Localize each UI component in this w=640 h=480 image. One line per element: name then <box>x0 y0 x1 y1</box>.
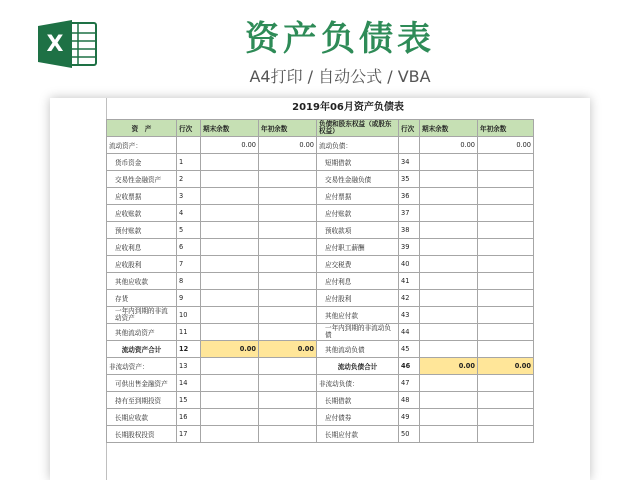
table-cell[interactable]: 预收款项 <box>317 222 399 239</box>
table-cell[interactable]: 41 <box>399 273 420 290</box>
table-cell[interactable] <box>478 341 534 358</box>
table-cell[interactable]: 应付职工薪酬 <box>317 239 399 256</box>
table-cell[interactable]: 长期股权投资 <box>107 426 177 443</box>
table-cell[interactable]: 1 <box>177 154 201 171</box>
table-cell[interactable]: 流动资产合计 <box>107 341 177 358</box>
table-cell[interactable] <box>201 426 259 443</box>
table-cell[interactable] <box>201 256 259 273</box>
table-cell[interactable]: 0.00 <box>478 358 534 375</box>
table-cell[interactable]: 0.00 <box>420 137 478 154</box>
table-cell[interactable]: 应交税费 <box>317 256 399 273</box>
table-cell[interactable] <box>259 426 317 443</box>
table-row <box>107 205 534 222</box>
table-cell[interactable] <box>478 324 534 341</box>
column-header: 期末余数 <box>201 120 259 137</box>
table-cell[interactable]: 0.00 <box>201 137 259 154</box>
table-cell[interactable]: 0.00 <box>259 341 317 358</box>
table-cell[interactable] <box>259 358 317 375</box>
table-cell[interactable] <box>420 341 478 358</box>
table-cell[interactable]: 应付账款 <box>317 205 399 222</box>
table-cell[interactable]: 应收股利 <box>107 256 177 273</box>
table-cell[interactable]: 其他流动资产 <box>107 324 177 341</box>
table-cell[interactable]: 15 <box>177 392 201 409</box>
table-cell[interactable]: 44 <box>399 324 420 341</box>
table-cell[interactable]: 长期应付款 <box>317 426 399 443</box>
table-cell[interactable]: 短期借款 <box>317 154 399 171</box>
table-cell[interactable]: 8 <box>177 273 201 290</box>
table-cell[interactable] <box>259 392 317 409</box>
table-cell[interactable] <box>420 188 478 205</box>
table-cell[interactable]: 42 <box>399 290 420 307</box>
table-cell[interactable] <box>420 154 478 171</box>
table-cell[interactable]: 可供出售金融资产 <box>107 375 177 392</box>
table-cell[interactable] <box>177 137 201 154</box>
table-cell[interactable] <box>259 324 317 341</box>
table-cell[interactable] <box>478 375 534 392</box>
table-cell[interactable] <box>420 409 478 426</box>
table-cell[interactable] <box>478 222 534 239</box>
table-cell[interactable]: 37 <box>399 205 420 222</box>
table-cell[interactable] <box>201 171 259 188</box>
table-cell[interactable]: 应付债券 <box>317 409 399 426</box>
table-cell[interactable] <box>201 324 259 341</box>
table-cell[interactable]: 交易性金融负债 <box>317 171 399 188</box>
table-cell[interactable] <box>259 205 317 222</box>
table-cell[interactable]: 17 <box>177 426 201 443</box>
table-cell[interactable] <box>478 273 534 290</box>
table-cell[interactable]: 9 <box>177 290 201 307</box>
table-cell[interactable] <box>478 188 534 205</box>
table-cell[interactable] <box>201 409 259 426</box>
table-cell[interactable] <box>259 239 317 256</box>
table-cell[interactable] <box>201 239 259 256</box>
table-row <box>107 324 534 341</box>
table-cell[interactable]: 货币资金 <box>107 154 177 171</box>
table-cell[interactable]: 一年内到期的非流动负债 <box>317 324 399 341</box>
table-cell[interactable]: 40 <box>399 256 420 273</box>
table-cell[interactable] <box>478 290 534 307</box>
table-cell[interactable] <box>259 273 317 290</box>
table-cell[interactable]: 应付票据 <box>317 188 399 205</box>
table-cell[interactable] <box>420 239 478 256</box>
column-header: 年初余数 <box>259 120 317 137</box>
table-row <box>107 392 534 409</box>
table-cell[interactable]: 应付股利 <box>317 290 399 307</box>
column-header: 年初余数 <box>478 120 534 137</box>
sheet-title: 2019年06月资产负债表 <box>292 102 404 113</box>
column-header: 行次 <box>177 120 201 137</box>
table-row <box>107 341 534 358</box>
table-cell[interactable] <box>259 154 317 171</box>
table-cell[interactable]: 43 <box>399 307 420 324</box>
table-cell[interactable]: 一年内到期的非流动资产 <box>107 307 177 324</box>
table-row <box>107 290 534 307</box>
table-cell[interactable]: 其他应收款 <box>107 273 177 290</box>
table-cell[interactable] <box>420 171 478 188</box>
table-cell[interactable] <box>478 171 534 188</box>
table-cell[interactable]: 48 <box>399 392 420 409</box>
table-cell[interactable] <box>201 205 259 222</box>
table-cell[interactable]: 预付账款 <box>107 222 177 239</box>
table-cell[interactable]: 0.00 <box>259 137 317 154</box>
table-cell[interactable]: 7 <box>177 256 201 273</box>
table-cell[interactable] <box>478 239 534 256</box>
table-cell[interactable] <box>259 222 317 239</box>
table-row <box>107 171 534 188</box>
balance-sheet-body <box>107 137 534 443</box>
table-cell[interactable] <box>420 375 478 392</box>
table-cell[interactable]: 0.00 <box>420 358 478 375</box>
table-cell[interactable] <box>420 222 478 239</box>
table-cell[interactable]: 6 <box>177 239 201 256</box>
table-cell[interactable]: 持有至到期投资 <box>107 392 177 409</box>
balance-sheet-table <box>106 119 534 443</box>
table-cell[interactable]: 0.00 <box>201 341 259 358</box>
table-cell[interactable]: 交易性金融资产 <box>107 171 177 188</box>
table-row <box>107 222 534 239</box>
table-cell[interactable]: 应付利息 <box>317 273 399 290</box>
table-cell[interactable] <box>420 307 478 324</box>
column-header: 期末余数 <box>420 120 478 137</box>
table-cell[interactable]: 45 <box>399 341 420 358</box>
column-header: 资 产 <box>107 120 177 137</box>
table-row <box>107 137 534 154</box>
table-row <box>107 239 534 256</box>
table-cell[interactable]: 5 <box>177 222 201 239</box>
spreadsheet-preview <box>50 98 590 480</box>
table-cell[interactable] <box>420 273 478 290</box>
table-cell[interactable]: 2 <box>177 171 201 188</box>
page-title: 资产负债表 <box>245 19 435 59</box>
column-header: 行次 <box>399 120 420 137</box>
table-cell[interactable] <box>420 256 478 273</box>
table-cell[interactable] <box>478 154 534 171</box>
table-cell[interactable]: 应收利息 <box>107 239 177 256</box>
table-cell[interactable]: 应收账款 <box>107 205 177 222</box>
table-cell[interactable]: 长期应收款 <box>107 409 177 426</box>
table-cell[interactable]: 11 <box>177 324 201 341</box>
table-cell[interactable] <box>420 392 478 409</box>
table-row <box>107 273 534 290</box>
page-subtitle: A4打印 / 自动公式 / VBA <box>249 67 431 86</box>
table-cell[interactable]: 流动负债合计 <box>317 358 399 375</box>
table-cell[interactable] <box>420 290 478 307</box>
table-cell[interactable] <box>201 154 259 171</box>
table-cell[interactable]: 10 <box>177 307 201 324</box>
table-cell[interactable] <box>420 205 478 222</box>
table-cell[interactable] <box>478 409 534 426</box>
table-cell[interactable] <box>201 273 259 290</box>
table-cell[interactable]: 长期借款 <box>317 392 399 409</box>
table-cell[interactable]: 39 <box>399 239 420 256</box>
table-cell[interactable]: 其他应付款 <box>317 307 399 324</box>
table-cell[interactable]: 50 <box>399 426 420 443</box>
table-cell[interactable] <box>201 307 259 324</box>
table-cell[interactable] <box>201 375 259 392</box>
table-cell[interactable] <box>201 392 259 409</box>
table-cell[interactable]: 4 <box>177 205 201 222</box>
table-cell[interactable] <box>259 256 317 273</box>
table-cell[interactable] <box>420 324 478 341</box>
table-cell[interactable] <box>201 188 259 205</box>
table-cell[interactable]: 0.00 <box>478 137 534 154</box>
column-header: 负债和股东权益（或股东权益） <box>317 120 399 137</box>
table-cell[interactable]: 49 <box>399 409 420 426</box>
table-cell[interactable]: 非流动资产： <box>107 358 177 375</box>
table-cell[interactable]: 35 <box>399 171 420 188</box>
table-cell[interactable] <box>259 171 317 188</box>
table-cell[interactable]: 36 <box>399 188 420 205</box>
table-cell[interactable] <box>420 426 478 443</box>
table-cell[interactable]: 流动负债： <box>317 137 399 154</box>
table-cell[interactable]: 流动资产： <box>107 137 177 154</box>
table-cell[interactable]: 13 <box>177 358 201 375</box>
table-cell[interactable] <box>259 188 317 205</box>
table-cell[interactable]: 其他流动负债 <box>317 341 399 358</box>
table-cell[interactable] <box>399 137 420 154</box>
table-cell[interactable] <box>201 290 259 307</box>
table-cell[interactable] <box>478 307 534 324</box>
table-cell[interactable]: 应收票据 <box>107 188 177 205</box>
table-row <box>107 358 534 375</box>
table-row <box>107 426 534 443</box>
table-cell[interactable] <box>259 290 317 307</box>
table-cell[interactable]: 非流动负债： <box>317 375 399 392</box>
table-row <box>107 409 534 426</box>
table-cell[interactable]: 3 <box>177 188 201 205</box>
table-cell[interactable]: 38 <box>399 222 420 239</box>
table-cell[interactable]: 46 <box>399 358 420 375</box>
table-cell[interactable]: 存货 <box>107 290 177 307</box>
table-cell[interactable]: 34 <box>399 154 420 171</box>
excel-logo-graphic <box>38 18 100 70</box>
table-row <box>107 375 534 392</box>
table-cell[interactable] <box>259 409 317 426</box>
table-cell[interactable] <box>478 256 534 273</box>
table-header-row <box>107 120 534 137</box>
excel-logo-letter: X <box>46 32 64 57</box>
table-row <box>107 188 534 205</box>
table-cell[interactable]: 16 <box>177 409 201 426</box>
table-cell[interactable] <box>478 392 534 409</box>
table-cell[interactable]: 14 <box>177 375 201 392</box>
table-row <box>107 256 534 273</box>
table-cell[interactable] <box>478 426 534 443</box>
table-cell[interactable] <box>201 222 259 239</box>
excel-logo-icon <box>38 18 100 70</box>
table-row <box>107 307 534 324</box>
table-cell[interactable] <box>478 205 534 222</box>
table-cell[interactable]: 12 <box>177 341 201 358</box>
table-cell[interactable] <box>259 375 317 392</box>
table-cell[interactable]: 47 <box>399 375 420 392</box>
table-cell[interactable] <box>201 358 259 375</box>
table-cell[interactable] <box>259 307 317 324</box>
table-row <box>107 154 534 171</box>
